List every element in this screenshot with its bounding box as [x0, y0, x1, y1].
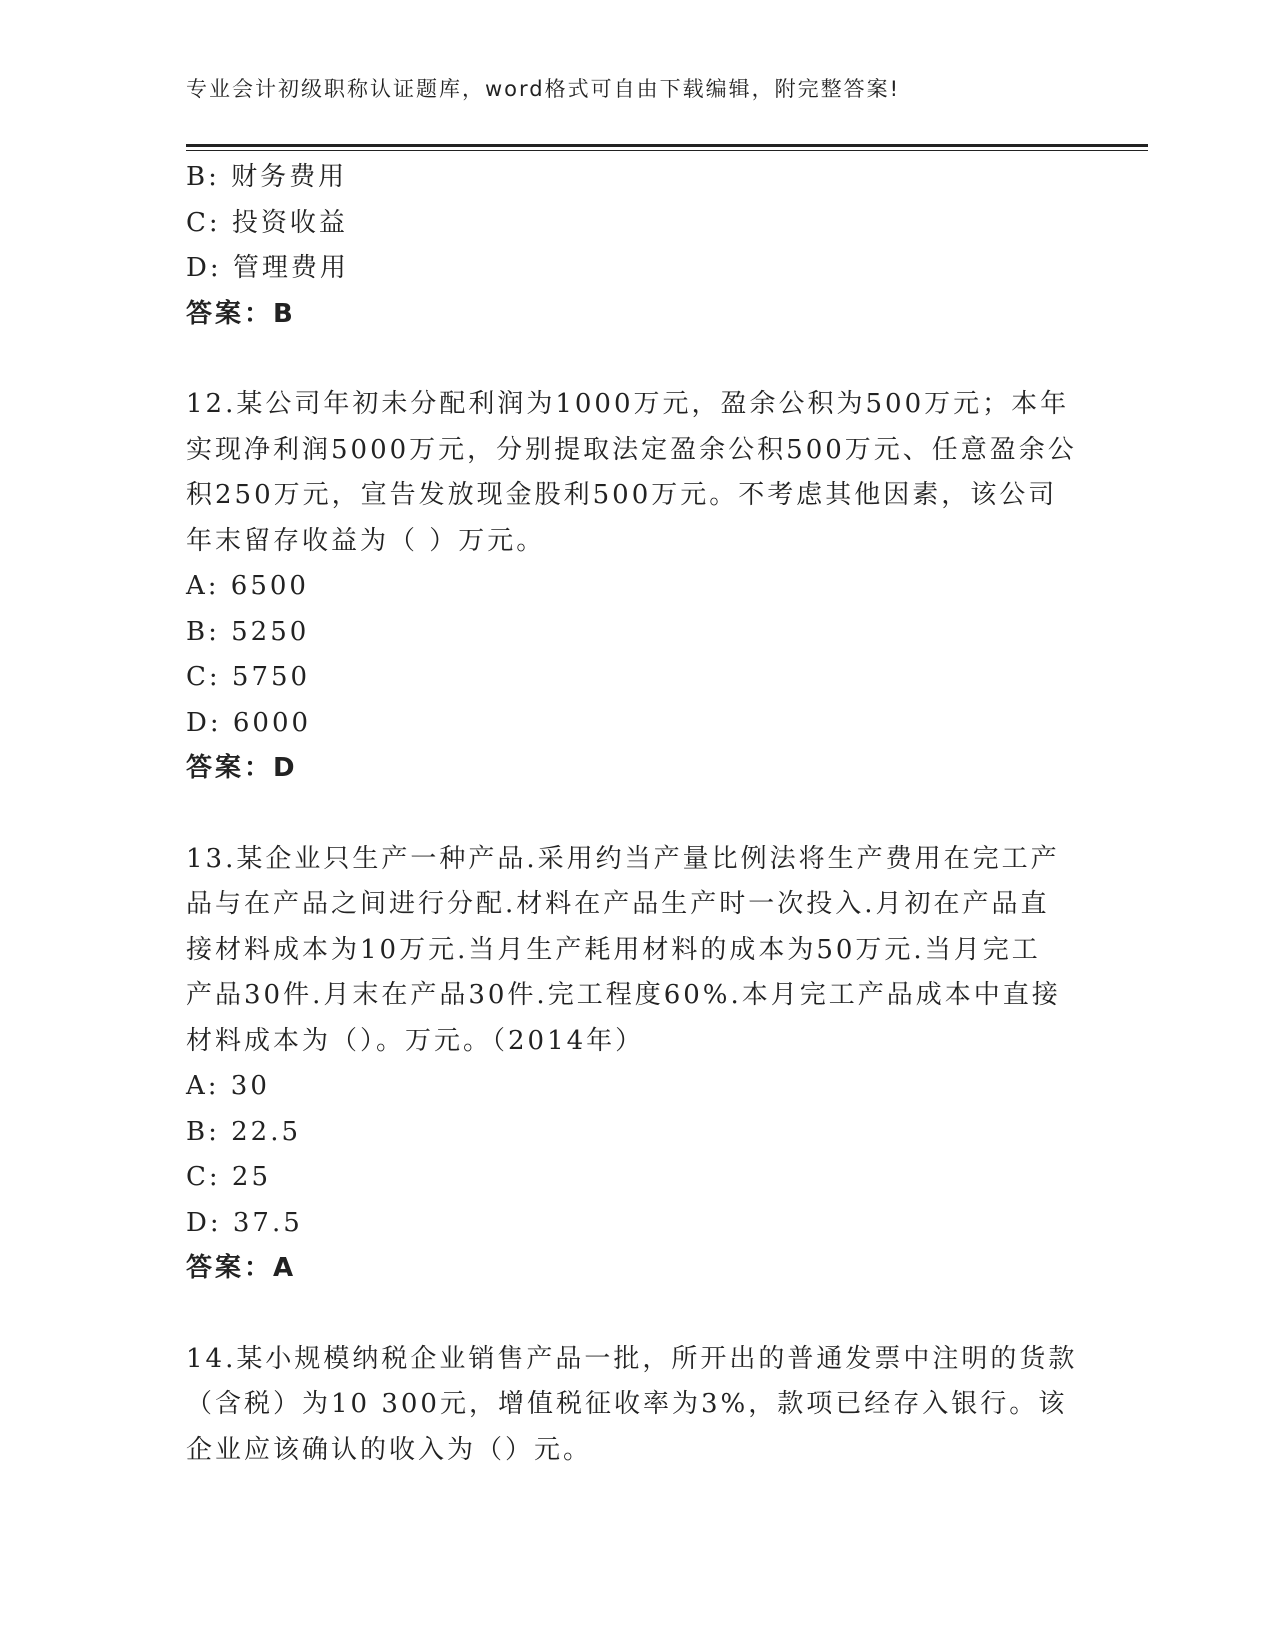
option-c: C: 5750 [186, 662, 311, 692]
question-text-line: 企业应该确认的收入为（）元。 [186, 1434, 593, 1465]
option-c: C: 25 [186, 1162, 272, 1192]
option-b: B: 22.5 [186, 1116, 302, 1147]
question-text-line: 积250万元，宣告发放现金股利500万元。不考虑其他因素，该公司 [186, 480, 1058, 510]
question-text-line: 品与在产品之间进行分配.材料在产品生产时一次投入.月初在产品直 [186, 889, 1050, 919]
question-text-line: （含税）为10 300元，增值税征收率为3%，款项已经存入银行。该 [186, 1389, 1068, 1419]
question-text-line: 产品30件.月末在产品30件.完工程度60%.本月完工产品成本中直接 [186, 980, 1061, 1010]
question-text-line: 14.某小规模纳税企业销售产品一批，所开出的普通发票中注明的货款 [186, 1343, 1078, 1374]
option-d: D: 6000 [186, 707, 312, 738]
option-c: C: 投资收益 [186, 207, 348, 238]
question-text-line: 材料成本为（）。万元。（2014年） [186, 1025, 645, 1056]
header-rule-thin [186, 150, 1148, 151]
option-a: A: 6500 [186, 571, 309, 601]
answer: 答案：B [186, 298, 296, 329]
option-b: B: 财务费用 [186, 162, 348, 192]
page-header: 专业会计初级职称认证题库，word格式可自由下载编辑，附完整答案! [186, 77, 901, 101]
question-11-tail [186, 155, 1086, 337]
question-13 [186, 837, 1086, 1292]
answer: 答案：D [186, 753, 298, 783]
option-d: D: 管理费用 [186, 253, 349, 283]
question-content [186, 155, 1086, 1473]
header-rule-thick [186, 144, 1148, 147]
question-14 [186, 1337, 1086, 1474]
option-b: B: 5250 [186, 616, 310, 647]
question-text-line: 接材料成本为10万元.当月生产耗用材料的成本为50万元.当月完工 [186, 934, 1041, 965]
question-text-line: 实现净利润5000万元，分别提取法定盈余公积500万元、任意盈余公 [186, 434, 1077, 465]
option-a: A: 30 [186, 1071, 270, 1101]
answer: 答案：A [186, 1253, 297, 1283]
question-text-line: 12.某公司年初未分配利润为1000万元，盈余公积为500万元；本年 [186, 389, 1070, 419]
question-text-line: 年末留存收益为（ ）万元。 [186, 525, 546, 556]
option-d: D: 37.5 [186, 1207, 303, 1238]
question-12 [186, 382, 1086, 792]
question-text-line: 13.某企业只生产一种产品.采用约当产量比例法将生产费用在完工产 [186, 843, 1060, 874]
